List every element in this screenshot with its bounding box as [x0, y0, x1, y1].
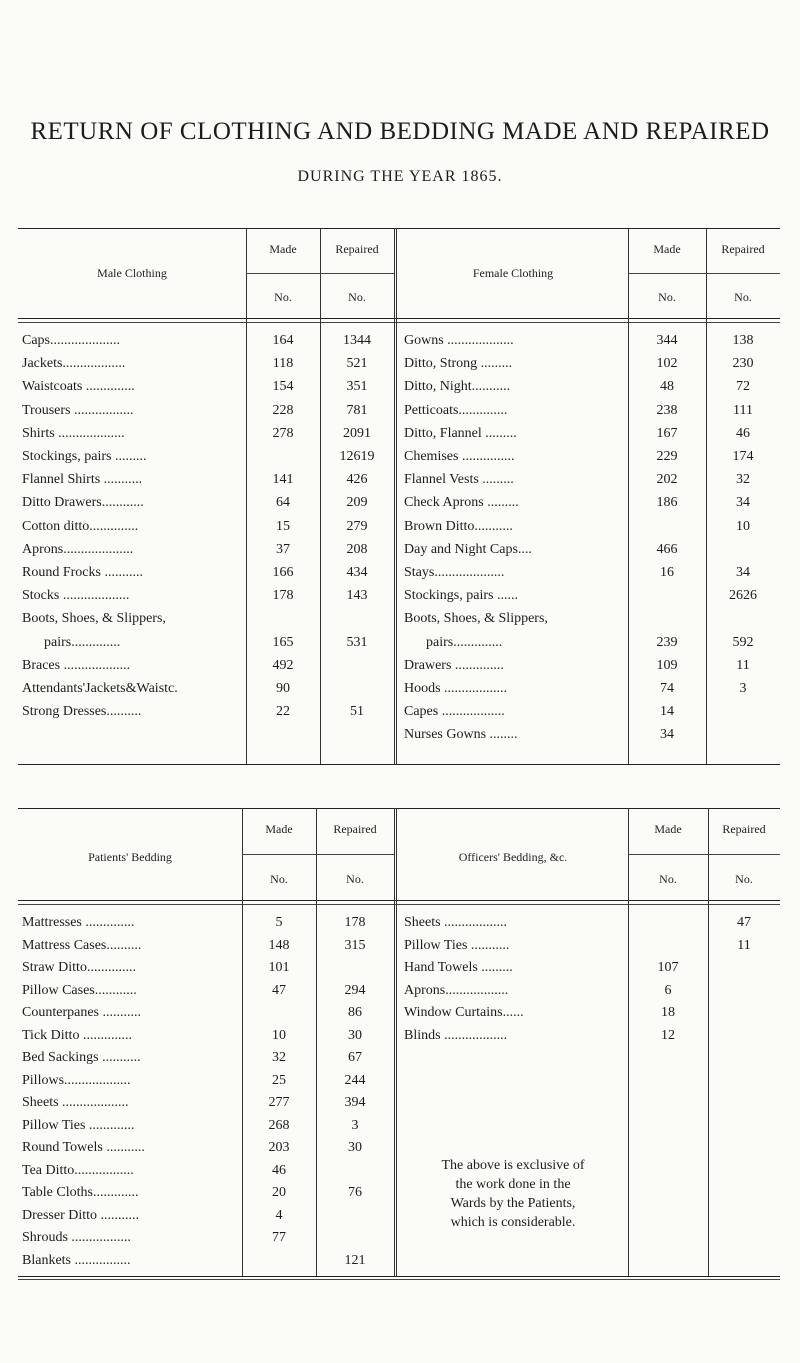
- repaired-count: 143: [346, 588, 368, 604]
- male-item-label: Round Towels ...........: [22, 1140, 145, 1155]
- female-item-label: Day and Night Caps....: [404, 541, 532, 557]
- made-header: Made: [269, 242, 297, 256]
- repaired-header: Repaired: [721, 242, 765, 256]
- male-item-label: Tea Ditto.................: [22, 1162, 134, 1178]
- male-item-label: Flannel Shirts ...........: [22, 472, 143, 488]
- no-header: No.: [348, 290, 366, 304]
- table-row: [18, 1049, 780, 1067]
- table-row: [18, 1072, 780, 1090]
- repaired-header: Repaired: [722, 822, 766, 836]
- bedding-note: [398, 1156, 628, 1232]
- male-item-label: Round Frocks ...........: [22, 565, 143, 580]
- table-row: [18, 914, 780, 932]
- made-header: Made: [653, 242, 681, 256]
- made-count: 154: [272, 379, 294, 395]
- male-item-label: Ditto Drawers............: [22, 495, 144, 511]
- made-count: 64: [276, 495, 290, 511]
- made-count: 141: [272, 472, 294, 488]
- page-subtitle: DURING THE YEAR 1865.: [297, 168, 503, 185]
- made-count: 148: [268, 937, 290, 953]
- male-item-label: Straw Ditto..............: [22, 960, 136, 975]
- male-item-label: Mattress Cases..........: [22, 937, 142, 953]
- repaired-count: 51: [350, 704, 364, 720]
- male-item-label: Table Cloths.............: [22, 1185, 139, 1200]
- made-count: 48: [660, 379, 674, 395]
- male-item-label: Bed Sackings ...........: [22, 1050, 141, 1065]
- table-row: [18, 1117, 780, 1135]
- table-row: [18, 587, 780, 605]
- table-row: [18, 1252, 780, 1270]
- repaired-count: 3: [739, 681, 747, 696]
- made-count: 101: [268, 960, 290, 975]
- male-item-label: pairs..............: [44, 634, 121, 650]
- no-header: No.: [658, 290, 676, 304]
- made-count: 4: [275, 1207, 283, 1223]
- female-item-label: Hoods ..................: [404, 681, 508, 696]
- made-count: 37: [276, 541, 290, 557]
- no-header: No.: [659, 872, 677, 886]
- table-row: [18, 402, 780, 420]
- table-row: [18, 471, 780, 489]
- female-item-label: Chemises ...............: [404, 449, 515, 464]
- male-item-label: Aprons....................: [22, 541, 134, 557]
- male-clothing-header: Male Clothing: [97, 266, 167, 280]
- table-row: [18, 332, 780, 350]
- repaired-count: 67: [348, 1050, 362, 1065]
- repaired-count: 34: [736, 495, 750, 511]
- made-count: 466: [656, 541, 678, 557]
- repaired-count: 30: [348, 1140, 362, 1155]
- no-header: No.: [274, 290, 292, 304]
- page-title: RETURN OF CLOTHING AND BEDDING MADE AND REPAIRED: [30, 118, 770, 145]
- female-item-label: Pillow Ties ...........: [404, 937, 510, 953]
- male-item-label: Blankets ................: [22, 1252, 131, 1268]
- repaired-count: 121: [344, 1252, 366, 1268]
- made-count: 344: [656, 333, 678, 348]
- made-count: 278: [272, 425, 294, 441]
- female-item-label: Petticoats..............: [404, 402, 508, 418]
- repaired-count: 294: [344, 982, 366, 998]
- male-item-label: Stockings, pairs .........: [22, 449, 147, 464]
- repaired-count: 10: [736, 518, 750, 534]
- repaired-count: 72: [736, 379, 750, 395]
- table-row: [18, 726, 780, 744]
- made-count: 77: [272, 1230, 286, 1245]
- table-row: [18, 355, 780, 373]
- table-row: [18, 610, 780, 628]
- made-count: 6: [664, 982, 672, 998]
- made-count: 165: [272, 634, 294, 650]
- repaired-count: 208: [346, 541, 368, 557]
- made-count: 34: [660, 727, 674, 743]
- male-item-label: Sheets ...................: [22, 1095, 129, 1110]
- made-count: 164: [272, 333, 294, 348]
- made-count: 46: [272, 1162, 286, 1178]
- made-count: 238: [656, 402, 678, 418]
- made-count: 10: [272, 1027, 286, 1043]
- table-row: [18, 703, 780, 721]
- table-row: [18, 1094, 780, 1112]
- no-header: No.: [346, 872, 364, 886]
- table-row: [18, 680, 780, 698]
- male-item-label: Cotton ditto..............: [22, 518, 139, 534]
- made-count: 22: [276, 704, 290, 720]
- made-count: 102: [656, 356, 678, 372]
- male-item-label: Braces ...................: [22, 657, 131, 673]
- table-row: [18, 657, 780, 675]
- repaired-count: 230: [732, 356, 754, 372]
- table-row: [18, 959, 780, 977]
- table-row: [18, 937, 780, 955]
- made-count: 20: [272, 1185, 286, 1200]
- repaired-count: 138: [732, 333, 754, 348]
- female-item-label: Stockings, pairs ......: [404, 588, 518, 604]
- repaired-count: 111: [733, 402, 753, 418]
- table-row: [18, 425, 780, 443]
- male-item-label: Boots, Shoes, & Slippers,: [22, 611, 166, 627]
- male-item-label: Pillows...................: [22, 1072, 131, 1088]
- repaired-count: 351: [346, 379, 368, 395]
- made-count: 18: [661, 1005, 675, 1020]
- made-count: 228: [272, 402, 294, 418]
- no-header: No.: [270, 872, 288, 886]
- made-count: 90: [276, 681, 290, 696]
- made-count: 74: [660, 681, 674, 696]
- table-row: [18, 1139, 780, 1157]
- female-item-label: Boots, Shoes, & Slippers,: [404, 611, 548, 627]
- made-count: 32: [272, 1050, 286, 1065]
- repaired-count: 279: [346, 518, 368, 534]
- repaired-header: Repaired: [335, 242, 379, 256]
- made-count: 178: [272, 588, 294, 604]
- made-count: 16: [660, 565, 674, 580]
- patients-bedding-header: Patients' Bedding: [88, 850, 172, 864]
- repaired-count: 394: [344, 1095, 366, 1110]
- made-count: 492: [272, 657, 294, 673]
- made-count: 109: [656, 657, 678, 673]
- note-line: The above is exclusive of: [441, 1158, 585, 1173]
- repaired-count: 781: [346, 402, 368, 418]
- no-header: No.: [735, 872, 753, 886]
- made-count: 118: [272, 356, 294, 372]
- female-item-label: Flannel Vests .........: [404, 472, 514, 488]
- repaired-count: 86: [348, 1005, 362, 1020]
- repaired-count: 2626: [729, 588, 757, 604]
- male-item-label: Pillow Ties .............: [22, 1117, 135, 1133]
- male-item-label: Strong Dresses..........: [22, 704, 142, 720]
- female-item-label: Aprons..................: [404, 982, 509, 998]
- made-count: 167: [656, 425, 678, 441]
- repaired-count: 315: [344, 937, 366, 953]
- clothing-table: [18, 228, 780, 768]
- female-item-label: Drawers ..............: [404, 657, 504, 673]
- repaired-count: 30: [348, 1027, 362, 1043]
- repaired-header: Repaired: [333, 822, 377, 836]
- male-item-label: Dresser Ditto ...........: [22, 1207, 140, 1223]
- female-item-label: pairs..............: [426, 634, 503, 650]
- repaired-count: 76: [348, 1185, 362, 1200]
- male-item-label: Attendants'Jackets&Waistc.: [22, 681, 178, 696]
- table-row: [18, 1004, 780, 1022]
- table-row: [18, 448, 780, 466]
- female-item-label: Capes ..................: [404, 704, 505, 720]
- made-count: 14: [660, 704, 674, 720]
- female-item-label: Hand Towels .........: [404, 960, 513, 975]
- female-item-label: Brown Ditto...........: [404, 518, 513, 534]
- female-item-label: Ditto, Night...........: [404, 379, 511, 395]
- male-item-label: Mattresses ..............: [22, 915, 135, 930]
- female-item-label: Check Aprons .........: [404, 495, 519, 511]
- table-row: [18, 518, 780, 536]
- officers-bedding-header: Officers' Bedding, &c.: [458, 850, 568, 864]
- female-item-label: Window Curtains......: [404, 1005, 524, 1020]
- repaired-count: 209: [346, 495, 368, 511]
- made-count: 12: [661, 1027, 675, 1043]
- table-row: [18, 1027, 780, 1045]
- male-item-label: Waistcoats ..............: [22, 379, 135, 395]
- note-line: Wards by the Patients,: [450, 1196, 576, 1211]
- female-item-label: Blinds ..................: [404, 1027, 508, 1043]
- male-item-label: Shirts ...................: [22, 425, 125, 441]
- repaired-count: 47: [737, 915, 751, 930]
- female-item-label: Sheets ..................: [404, 915, 508, 930]
- female-item-label: Stays....................: [404, 565, 505, 580]
- male-item-label: Shrouds .................: [22, 1230, 131, 1245]
- note-line: the work done in the: [455, 1177, 571, 1192]
- repaired-count: 11: [737, 937, 751, 953]
- repaired-count: 34: [736, 565, 750, 580]
- made-count: 186: [656, 495, 678, 511]
- repaired-count: 1344: [343, 333, 371, 348]
- note-line: which is considerable.: [450, 1215, 576, 1230]
- repaired-count: 12619: [339, 449, 375, 464]
- table-row: [18, 541, 780, 559]
- repaired-count: 174: [732, 449, 754, 464]
- table-row: [18, 494, 780, 512]
- male-item-label: Stocks ...................: [22, 588, 130, 604]
- female-item-label: Gowns ...................: [404, 333, 514, 348]
- repaired-count: 2091: [343, 425, 371, 441]
- made-header: Made: [265, 822, 293, 836]
- table-row: [18, 634, 780, 652]
- female-item-label: Ditto, Flannel .........: [404, 425, 517, 441]
- repaired-count: 434: [346, 565, 368, 580]
- table-row: [18, 378, 780, 396]
- made-count: 5: [275, 915, 283, 930]
- made-header: Made: [654, 822, 682, 836]
- male-item-label: Trousers .................: [22, 402, 134, 418]
- female-item-label: Nurses Gowns ........: [404, 727, 518, 743]
- repaired-count: 531: [346, 634, 368, 650]
- repaired-count: 11: [736, 657, 750, 673]
- made-count: 47: [272, 982, 286, 998]
- repaired-count: 178: [344, 915, 366, 930]
- male-item-label: Pillow Cases............: [22, 982, 137, 998]
- male-item-label: Caps....................: [22, 333, 120, 348]
- made-count: 166: [272, 565, 294, 580]
- repaired-count: 426: [346, 472, 368, 488]
- male-item-label: Jackets..................: [22, 356, 126, 372]
- made-count: 15: [276, 518, 290, 534]
- repaired-count: 3: [351, 1117, 359, 1133]
- male-item-label: Tick Ditto ..............: [22, 1027, 132, 1043]
- female-item-label: Ditto, Strong .........: [404, 356, 513, 372]
- table-row: [18, 564, 780, 582]
- repaired-count: 592: [732, 634, 754, 650]
- repaired-count: 46: [736, 425, 750, 441]
- table-row: [18, 982, 780, 1000]
- made-count: 25: [272, 1072, 286, 1088]
- made-count: 277: [268, 1095, 290, 1110]
- repaired-count: 244: [344, 1072, 366, 1088]
- bedding-table: [18, 808, 780, 1278]
- made-count: 229: [656, 449, 678, 464]
- repaired-count: 521: [346, 356, 368, 372]
- no-header: No.: [734, 290, 752, 304]
- male-item-label: Counterpanes ...........: [22, 1005, 141, 1020]
- made-count: 203: [268, 1140, 290, 1155]
- made-count: 268: [268, 1117, 290, 1133]
- female-clothing-header: Female Clothing: [472, 266, 554, 280]
- made-count: 239: [656, 634, 678, 650]
- repaired-count: 32: [736, 472, 750, 488]
- made-count: 107: [657, 960, 679, 975]
- made-count: 202: [656, 472, 678, 488]
